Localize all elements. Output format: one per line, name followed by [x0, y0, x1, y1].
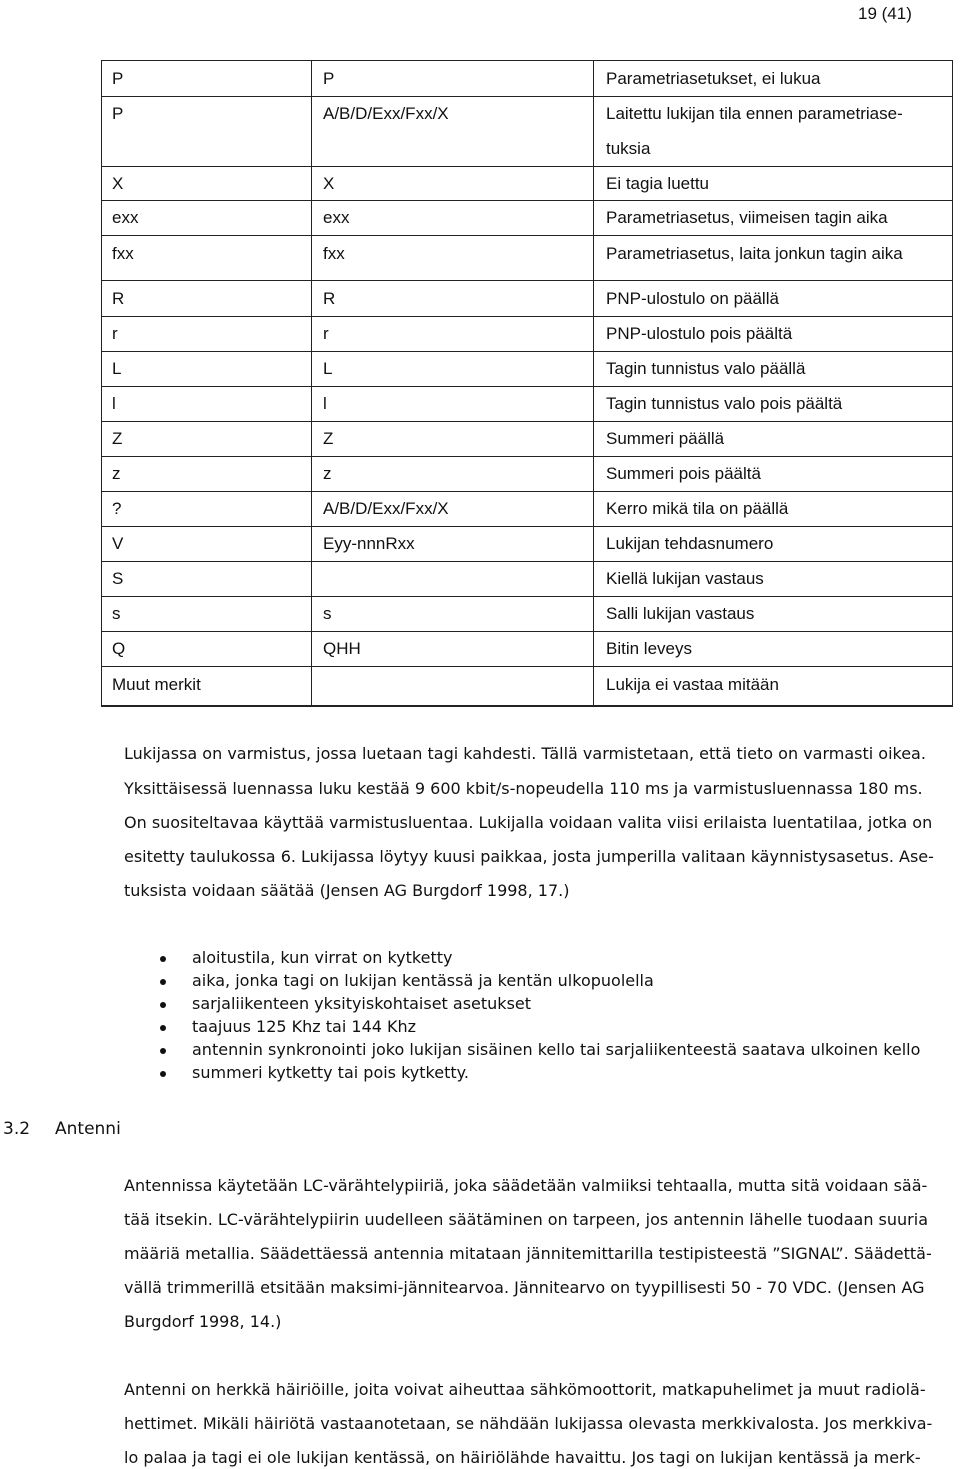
bullet-icon: [160, 1071, 166, 1077]
paragraph-line: Burgdorf 1998, 14.): [124, 1312, 282, 1331]
bullet-icon: [160, 1002, 166, 1008]
table-row-divider: [101, 666, 953, 667]
table-cell-response: s: [323, 604, 332, 623]
table-row-divider: [101, 421, 953, 422]
table-row-divider: [101, 596, 953, 597]
table-row-divider: [101, 316, 953, 317]
table-col-divider: [593, 60, 594, 707]
list-item-text: summeri kytketty tai pois kytketty.: [192, 1063, 469, 1082]
table-cell-description: Lukijan tehdasnumero: [606, 534, 774, 553]
table-col-divider: [311, 60, 312, 707]
section-number: 3.2: [3, 1119, 31, 1139]
table-cell-command: Z: [112, 429, 123, 448]
table-cell-response: fxx: [323, 244, 345, 263]
table-left-border: [101, 60, 102, 707]
table-cell-command: s: [112, 604, 121, 623]
table-cell-command: fxx: [112, 244, 134, 263]
table-cell-response: l: [323, 394, 327, 413]
table-cell-response: z: [323, 464, 332, 483]
table-row-divider: [101, 386, 953, 387]
table-cell-command: S: [112, 569, 124, 588]
table-cell-response: exx: [323, 208, 350, 227]
table-cell-command: ?: [112, 499, 122, 518]
table-cell-description-continued: tuksia: [606, 139, 651, 158]
paragraph-line: lo palaa ja tagi ei ole lukijan kentässä, on häiriölähde havaittu. Jos tagi on lukijan kentässä ja merk-: [124, 1448, 921, 1467]
table-cell-description: Parametriasetus, laita jonkun tagin aika: [606, 244, 903, 263]
table-cell-description: Lukija ei vastaa mitään: [606, 675, 779, 694]
table-bottom-border: [101, 705, 953, 707]
table-cell-description: Ei tagia luettu: [606, 174, 710, 193]
table-cell-description: Kerro mikä tila on päällä: [606, 499, 789, 518]
table-cell-description: Kiellä lukijan vastaus: [606, 569, 764, 588]
table-cell-response: R: [323, 289, 336, 308]
table-row-divider: [101, 280, 953, 281]
bullet-icon: [160, 956, 166, 962]
table-row-divider: [101, 526, 953, 527]
paragraph-line: Antennissa käytetään LC-värähtelypiiriä, joka säädetään valmiiksi tehtaalla, mutta sitä voidaan sää-: [124, 1176, 928, 1195]
paragraph-line: määriä metallia. Säädettäessä antennia mitataan jännitemittarilla testipisteestä ”SIGNAL”. Säädettä-: [124, 1244, 932, 1263]
table-cell-description: Laitettu lukijan tila ennen parametriase-: [606, 104, 903, 123]
table-cell-response: A/B/D/Exx/Fxx/X: [323, 104, 449, 123]
table-row-divider: [101, 235, 953, 236]
table-cell-response: QHH: [323, 639, 361, 658]
table-cell-description: Bitin leveys: [606, 639, 692, 658]
bullet-icon: [160, 1048, 166, 1054]
list-item-text: aika, jonka tagi on lukijan kentässä ja kentän ulkopuolella: [192, 971, 654, 990]
table-cell-description: Tagin tunnistus valo päällä: [606, 359, 806, 378]
table-cell-command: Muut merkit: [112, 675, 201, 694]
paragraph-line: Yksittäisessä luennassa luku kestää 9 600 kbit/s-nopeudella 110 ms ja varmistusluennassa 180 ms.: [124, 779, 923, 798]
table-cell-description: Parametriasetukset, ei lukua: [606, 69, 821, 88]
paragraph-line: tää itsekin. LC-värähtelypiirin uudelleen säätäminen on tarpeen, jos antennin lähelle tuodaan suuria: [124, 1210, 928, 1229]
table-cell-command: L: [112, 359, 122, 378]
table-cell-description: PNP-ulostulo on päällä: [606, 289, 779, 308]
table-row-divider: [101, 456, 953, 457]
paragraph-line: tuksista voidaan säätää (Jensen AG Burgdorf 1998, 17.): [124, 881, 570, 900]
table-row-divider: [101, 200, 953, 201]
table-cell-description: Parametriasetus, viimeisen tagin aika: [606, 208, 888, 227]
table-top-border: [101, 60, 953, 61]
table-cell-command: z: [112, 464, 121, 483]
table-cell-response: Z: [323, 429, 334, 448]
list-item-text: taajuus 125 Khz tai 144 Khz: [192, 1017, 417, 1036]
page-number: 19 (41): [858, 4, 912, 23]
list-item-text: sarjaliikenteen yksityiskohtaiset asetukset: [192, 994, 532, 1013]
list-item-text: aloitustila, kun virrat on kytketty: [192, 948, 453, 967]
table-cell-description: Summeri päällä: [606, 429, 725, 448]
table-cell-response: Eyy-nnnRxx: [323, 534, 415, 553]
bullet-icon: [160, 1025, 166, 1031]
table-row-divider: [101, 561, 953, 562]
table-cell-command: r: [112, 324, 118, 343]
table-cell-description: Salli lukijan vastaus: [606, 604, 755, 623]
table-row-divider: [101, 491, 953, 492]
table-cell-description: Summeri pois päältä: [606, 464, 761, 483]
list-item-text: antennin synkronointi joko lukijan sisäinen kello tai sarjaliikenteestä saatava ulkoinen kello: [192, 1040, 921, 1059]
table-cell-description: Tagin tunnistus valo pois päältä: [606, 394, 843, 413]
table-row-divider: [101, 351, 953, 352]
paragraph-line: On suositeltavaa käyttää varmistusluentaa. Lukijalla voidaan valita viisi erilaista luentatilaa, jotka on: [124, 813, 933, 832]
paragraph-line: hettimet. Mikäli häiriötä vastaanotetaan, se nähdään lukijassa olevasta merkkivalosta. Jos merkkiva-: [124, 1414, 933, 1433]
table-cell-description: PNP-ulostulo pois päältä: [606, 324, 793, 343]
table-row-divider: [101, 96, 953, 97]
table-cell-response: X: [323, 174, 335, 193]
table-cell-command: P: [112, 69, 124, 88]
paragraph-line: Lukijassa on varmistus, jossa luetaan tagi kahdesti. Tällä varmistetaan, että tieto on varmasti oikea.: [124, 744, 926, 763]
bullet-icon: [160, 979, 166, 985]
paragraph-line: vällä trimmerillä etsitään maksimi-jännitearvoa. Jännitearvo on tyypillisesti 50 - 70 VDC. (Jensen AG: [124, 1278, 925, 1297]
table-cell-response: r: [323, 324, 329, 343]
table-right-border: [952, 60, 953, 707]
table-row-divider: [101, 166, 953, 167]
section-title: Antenni: [55, 1119, 121, 1139]
paragraph-line: esitetty taulukossa 6. Lukijassa löytyy kuusi paikkaa, josta jumperilla valitaan käynnistysasetus. Ase-: [124, 847, 934, 866]
table-cell-command: V: [112, 534, 124, 553]
table-cell-command: Q: [112, 639, 126, 658]
table-row-divider: [101, 631, 953, 632]
table-cell-command: l: [112, 394, 116, 413]
table-cell-command: P: [112, 104, 124, 123]
table-cell-response: P: [323, 69, 335, 88]
paragraph-line: Antenni on herkkä häiriöille, joita voivat aiheuttaa sähkömoottorit, matkapuhelimet ja muut radiolä-: [124, 1380, 926, 1399]
table-cell-response: A/B/D/Exx/Fxx/X: [323, 499, 449, 518]
table-cell-command: X: [112, 174, 124, 193]
table-cell-command: exx: [112, 208, 139, 227]
table-cell-command: R: [112, 289, 125, 308]
table-cell-response: L: [323, 359, 333, 378]
